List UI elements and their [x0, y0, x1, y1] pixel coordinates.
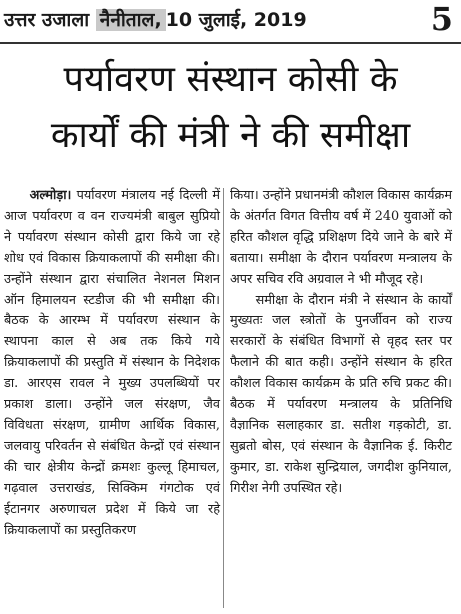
left-column-text: पर्यावरण मंत्रालय नई दिल्ली में आज पर्यावरण व वन राज्यमंत्री बाबुल सुप्रियो ने पर्यावरण संस्थान कोसी द्वारा किये जा रहे शोध एवं विकास क्रियाकलापों की समीक्षा की। उन्होंने संस्थान द्वारा संचालित नेशनल मिशन ऑन हिमालयन स्टडीज की भी समीक्षा की। बैठक के आरम्भ में पर्यावरण संस्थान के स्थापना काल से अब तक किये गये क्रियाकलापों की प्रस्तुति में संस्थान के निदेशक डा. आरएस रावल ने मुख्य उपलब्धियों पर प्रकाश डाला। उन्होंने जल संरक्षण, जैव विविधता संरक्षण, ग्रामीण आर्थिक विकास, जलवायु परिवर्तन से संबंधित केन्द्रों एवं संस्थान की चार क्षेत्रीय केन्द्रों क्रमशः कुल्लू हिमाचल, गढ़वाल उत्तराखंड, सिक्किम गंगटोक एवं ईटानगर अरुणाचल प्रदेश में किये जा रहे क्रियाकलापों का प्रस्तुतिकरण [4, 188, 220, 538]
page-header [0, 0, 461, 44]
masthead [4, 6, 307, 32]
article-paragraph: समीक्षा के दौरान मंत्री ने संस्थान के कार्यों मुख्यतः जल स्त्रोतों के पुनर्जीवन को राज्य सरकारों के संबंधित विभागों से वृहद स्तर पर फैलाने की बात कही। उन्होंने संस्थान के हरित कौशल विकास कार्यक्रम के प्रति रुचि प्रकट की। बैठक में पर्यावरण मन्त्रालय के प्रतिनिधि वैज्ञानिक सलाहकार डा. सतीश गड़कोटी, डा. सुब्रतो बोस, एवं संस्थान के वैज्ञानिक ई. किरीट कुमार, डा. राकेश सुन्द्रियाल, जगदीश कुनियाल, गिरीश नेगी उपस्थित रहे। [230, 292, 452, 496]
header-rule [0, 42, 461, 44]
column-divider [223, 188, 224, 608]
page-number: 5 [430, 0, 453, 38]
headline-line-1: पर्यावरण संस्थान कोसी के [63, 59, 398, 100]
article-column-left [4, 186, 220, 541]
headline [0, 52, 461, 164]
edition-place: नैनीताल, [96, 9, 166, 31]
article-column-right [230, 186, 452, 500]
article-paragraph: किया। उन्होंने प्रधानमंत्री कौशल विकास कार्यक्रम के अंतर्गत विगत वित्तीय वर्ष में 240 युवाओं को हरित कौशल वृद्धि प्रशिक्षण दिये जाने के बारे में बताया। समीक्षा के दौरान पर्यावरण मन्त्रालय के अपर सचिव रवि अग्रवाल ने भी मौजूद रहे। [230, 188, 452, 287]
edition-date: 10 जुलाई, 2019 [165, 9, 307, 31]
dateline: अल्मोड़ा। [29, 188, 72, 203]
article-paragraph [4, 186, 220, 541]
headline-line-2: कार्यों की मंत्री ने की समीक्षा [50, 115, 411, 156]
newspaper-name: उत्तर उजाला [4, 9, 90, 31]
